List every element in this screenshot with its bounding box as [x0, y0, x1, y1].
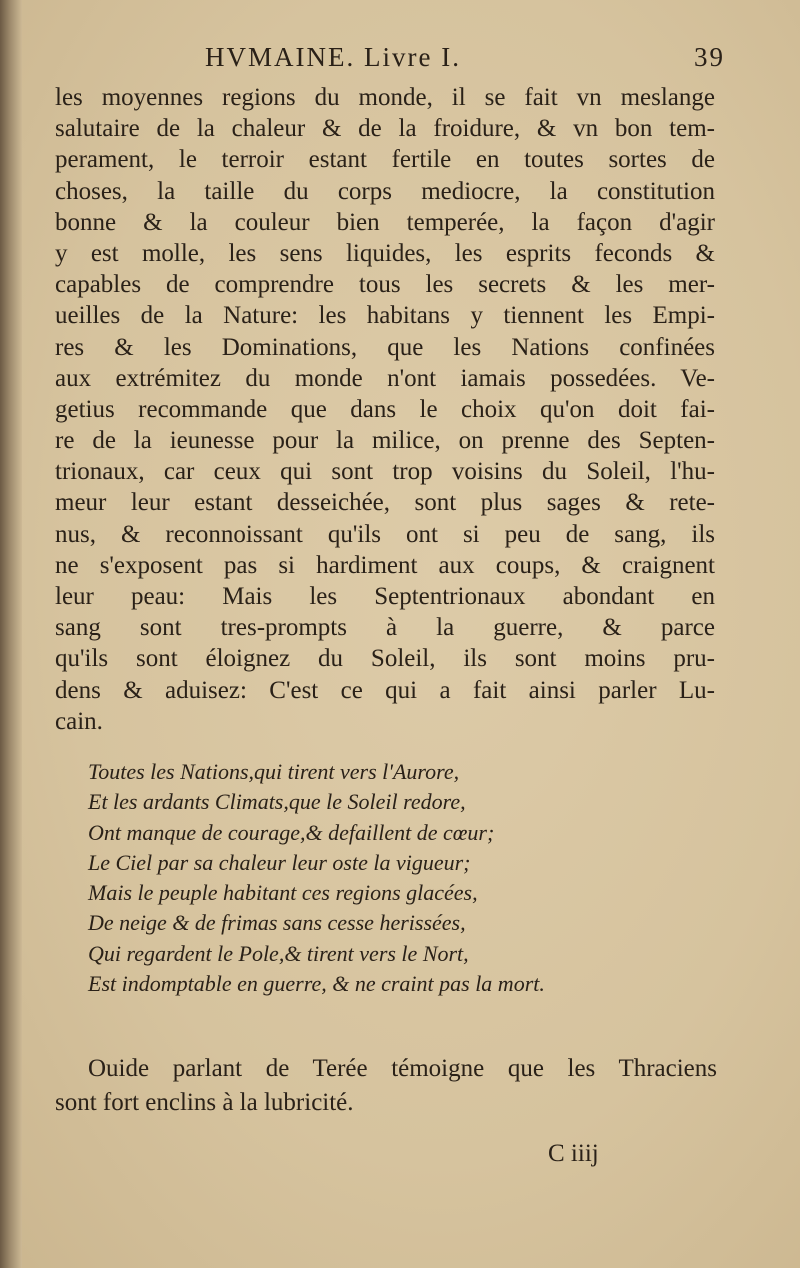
- second-paragraph: [55, 1052, 717, 1120]
- text-line: ueilles de la Nature: les habitans y tiennent les Empi-: [55, 302, 715, 330]
- verse-line: Le Ciel par sa chaleur leur oste la vigueur;: [88, 849, 471, 875]
- page-number: 39: [694, 42, 725, 72]
- text-line: sang sont tres-prompts à la guerre, & parce: [55, 614, 715, 642]
- text-line: dens & aduisez: C'est ce qui a fait ainsi parler Lu-: [55, 676, 715, 704]
- binding-gutter: [0, 0, 22, 1268]
- verse-line: Mais le peuple habitant ces regions glacées,: [88, 880, 478, 906]
- text-line: les moyennes regions du monde, il se fait vn meslange: [55, 84, 715, 111]
- verse-line: Ont manque de courage,& defaillent de cœur;: [88, 819, 495, 845]
- text-line: sont fort enclins à la lubricité.: [55, 1089, 354, 1116]
- running-header: [205, 42, 725, 82]
- signature-mark: C iiij: [548, 1140, 599, 1167]
- verse-line: Et les ardants Climats,que le Soleil redore,: [88, 789, 466, 815]
- text-line: capables de comprendre tous les secrets & les mer-: [55, 271, 715, 299]
- text-line: bonne & la couleur bien temperée, la façon d'agir: [55, 208, 715, 236]
- text-line: Ouide parlant de Terée témoigne que les Thraciens: [88, 1055, 717, 1082]
- text-line: meur leur estant desseichée, sont plus sages & rete-: [55, 489, 715, 517]
- text-line: cain.: [55, 707, 103, 735]
- verse-line: Est indomptable en guerre, & ne craint pas la mort.: [88, 971, 545, 997]
- main-paragraph: [55, 82, 715, 737]
- text-line: getius recommande que dans le choix qu'on doit fai-: [55, 395, 715, 423]
- text-line: y est molle, les sens liquides, les esprits feconds &: [55, 239, 715, 267]
- text-line: ne s'exposent pas si hardiment aux coups, & craignent: [55, 551, 715, 579]
- text-line: perament, le terroir estant fertile en toutes sortes de: [55, 146, 715, 174]
- text-line: choses, la taille du corps mediocre, la constitution: [55, 177, 715, 205]
- verse-line: Toutes les Nations,qui tirent vers l'Aurore,: [88, 759, 460, 784]
- text-line: trionaux, car ceux qui sont trop voisins du Soleil, l'hu-: [55, 458, 715, 486]
- text-line: nus, & reconnoissant qu'ils ont si peu de sang, ils: [55, 520, 715, 548]
- text-line: aux extrémitez du monde n'ont iamais possedées. Ve-: [55, 364, 715, 392]
- text-line: salutaire de la chaleur & de la froidure, & vn bon tem-: [55, 115, 715, 143]
- text-line: res & les Dominations, que les Nations confinées: [55, 333, 715, 361]
- verse-line: De neige & de frimas sans cesse herissées,: [88, 910, 466, 936]
- text-line: leur peau: Mais les Septentrionaux abondant en: [55, 583, 715, 610]
- text-line: qu'ils sont éloignez du Soleil, ils sont moins pru-: [55, 645, 715, 673]
- verse-line: Qui regardent le Pole,& tirent vers le Nort,: [88, 940, 469, 966]
- running-title: HVMAINE. Livre I.: [205, 42, 461, 72]
- verse-quotation: [88, 757, 648, 999]
- text-line: re de la ieunesse pour la milice, on prenne des Septen-: [55, 427, 715, 455]
